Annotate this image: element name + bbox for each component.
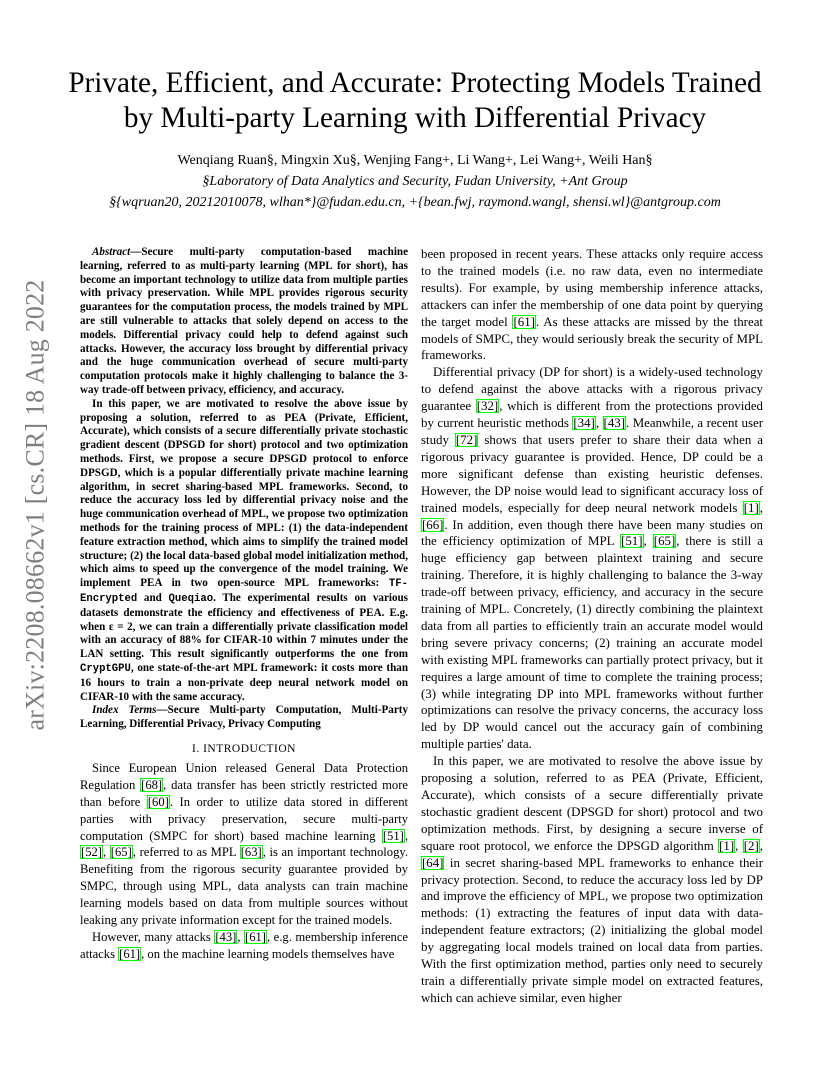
citation-link[interactable]: [52] [81, 845, 102, 860]
section-heading-introduction: I. INTRODUCTION [192, 742, 296, 755]
text-span: . In addition, even though there have been many studies on the efficiency optimization of MPL [421, 517, 763, 549]
text-span: , [237, 929, 245, 944]
text-span: , data transfer has been strictly restricted more than before [80, 777, 409, 809]
text-span: . Meanwhile, a recent user study [421, 416, 764, 447]
text-span: In this paper, we are motivated to resolve the above issue by proposing a solution, referred to as PEA (Private, Efficient, Accurate), which consists of a secure differentially private stochastic gradient descent (DPSGD for short) protocol and two optimization methods. First, by designing a secure inverse of square root protocol, we enforce the DPSGD algorithm [421, 754, 763, 853]
citation-link[interactable]: [72] [455, 432, 478, 447]
affiliation-line: §Laboratory of Data Analytics and Security, Fudan University, +Ant Group [202, 174, 628, 189]
citation-link[interactable]: [65] [110, 845, 132, 860]
text-span: , [595, 416, 603, 431]
citation-link[interactable]: [65] [653, 534, 676, 549]
text-span: , on the machine learning models themselves have [141, 946, 395, 961]
introduction-left-text [80, 760, 408, 963]
index-terms-label: Index Terms [92, 704, 157, 717]
arxiv-stamp [18, 280, 54, 730]
arxiv-identifier: arXiv:2208.08662v1 [cs.CR] 18 Aug 2022 [21, 279, 50, 731]
citation-link[interactable]: [66] [422, 517, 444, 532]
abstract-label: Abstract [92, 246, 131, 258]
text-span: , [759, 838, 763, 853]
text-span: , e.g. membership inference attacks [80, 929, 409, 961]
citation-link[interactable]: [43] [215, 929, 237, 944]
citation-link[interactable]: [2] [743, 838, 759, 853]
citation-link[interactable]: [32] [476, 399, 499, 414]
text-span: However, many attacks [92, 929, 215, 944]
abstract-paragraph-2b: . The experimental results on various datasets demonstrate the efficiency and effectiveness of PEA. E.g. when ε = 2, we can train a differentially private classification model with an accuracy of 88% for CIFAR-10 within 7 minutes under the LAN setting. This result significantly outperforms the one from [80, 591, 409, 661]
text-span: , [102, 845, 110, 860]
emails-line: §{wqruan20, 20212010078, wlhan*}@fudan.edu.cn, +{bean.fwj, raymond.wangl, shensi.wl}@antgroup.com [109, 195, 721, 210]
left-column [80, 246, 408, 963]
index-terms: —Secure Multi-party Computation, Multi-Party Learning, Differential Privacy, Privacy Computing [80, 704, 409, 731]
citation-link[interactable]: [64] [422, 855, 444, 870]
citation-link[interactable]: [51] [382, 828, 404, 843]
citation-link[interactable]: [1] [743, 500, 759, 515]
abstract-paragraph-2c: , one state-of-the-art MPL framework: it costs more than 16 hours to train a non-private deep neural network model on CIFAR-10 with the same accuracy. [80, 661, 408, 703]
text-span: . In order to utilize data stored in different parties with privacy preservation, secure multi-party computation (SMPC for short) based machine learning [80, 794, 409, 843]
abstract-and: and [137, 591, 169, 604]
text-span: . As these attacks are missed by the threat models of SMPC, they would seriously break the security of MPL frameworks. [421, 314, 764, 363]
citation-link[interactable]: [61] [245, 929, 266, 944]
author-block [60, 150, 770, 213]
tf-encrypted-name: TF-Encrypted [80, 578, 408, 605]
citation-link[interactable]: [68] [141, 777, 163, 792]
text-span: in secret sharing-based MPL frameworks to enhance their privacy protection. Second, to reduce the accuracy loss led by DP and improve the efficiency of MPL, we propose two optimization methods: (1) extracting the features of input data with data-independent feature extractors; (2) initializing the global model by aggregating local models trained on local data from parties. With the first optimization method, parties only need to securely train a differentially private simple model on extracted features, which can achieve similar, even higher [421, 855, 763, 1005]
text-span: , [759, 500, 763, 515]
citation-link[interactable]: [34] [573, 416, 595, 431]
text-span: , there is still a huge efficiency gap between plaintext training and secure training. Therefore, it is highly challenging to balance the 3-way trade-off between privacy, efficiency, and accuracy in the secure training of MPL. Concretely, (1) directly combining the plaintext data from all parties to efficiently train an accurate model would bring severe privacy concerns; (2) training an accurate model with existing MPL frameworks can partially protect privacy, but it requires a large amount of time to complete the training process; (3) while integrating DP into MPL frameworks without further optimizations can resolve the privacy concerns, the accuracy loss led by DP would cancel out the accuracy gain of combining multiple parties' data. [421, 534, 763, 752]
abstract [80, 246, 408, 732]
citation-link[interactable]: [51] [621, 534, 643, 549]
text-span: shows that users prefer to share their data when a rigorous privacy guarantee is provided. Hence, DP could be a more significant defense than existing heuristic defenses. However, the DP noise would lead to significant accuracy loss of trained models, especially for deep neural network models [421, 432, 763, 515]
text-span: , is an important technology. Benefiting from the rigorous security guarantee provided by SMPC, through using MPL, data analysts can train machine learning models based on data from multiple sources without leaking any private information except for the trained models. [80, 845, 408, 928]
text-span: Since European Union released General Data Protection Regulation [80, 760, 408, 792]
text-span: , referred to as MPL [132, 845, 240, 860]
text-span: , [735, 838, 743, 853]
text-span: , which is different from the protections provided by current heuristic methods [421, 399, 763, 431]
citation-link[interactable]: [43] [603, 416, 626, 431]
abstract-paragraph-1: —Secure multi-party computation-based machine learning, referred to as multi-party learning (MPL for short), has become an important technology to utilize data from multiple parties with privacy preservation. While MPL provides rigorous security guarantees for the computation process, the models trained by MPL are still vulnerable to attacks that solely depend on access to the models. Differential privacy could help to defend against such attacks. However, the accuracy loss brought by differential privacy and the huge communication overhead of secure multi-party computation protocols make it highly challenging to balance the 3-way trade-off between privacy, efficiency, and accuracy. [80, 246, 408, 396]
cryptgpu-name: CryptGPU [80, 662, 131, 675]
text-span: , [643, 534, 653, 549]
citation-link[interactable]: [60] [147, 794, 169, 809]
text-span: been proposed in recent years. These attacks only require access to the trained models (i.e. no raw data, even no intermediate results). For example, by using membership inference attacks, attackers can infer the membership of one data point by querying the target model [421, 247, 763, 329]
authors-line: Wenqiang Ruan§, Mingxin Xu§, Wenjing Fang+, Li Wang+, Lei Wang+, Weili Han§ [177, 153, 653, 168]
abstract-paragraph-2a: In this paper, we are motivated to resolve the above issue by proposing a solution, referred to as PEA (Private, Efficient, Accurate), which consists of a secure differentially private stochastic gradient descent (DPSGD for short) protocol and two optimization methods. First, we propose a secure DPSGD protocol to enforce DPSGD, which is a popular differentially private machine learning algorithm, in secret sharing-based MPL frameworks. Second, to reduce the accuracy loss led by differential privacy noise and the huge communication overhead of MPL, we propose two optimization methods for the training process of MPL: (1) the data-independent feature extraction method, which aims to simplify the trained model structure; (2) the local data-based global model initialization method, which aims to speed up the convergence of the model training. We implement PEA in two open-source MPL frameworks: [80, 397, 408, 590]
text-span: , [404, 828, 408, 843]
queqiao-name: Queqiao [168, 592, 214, 605]
citation-link[interactable]: [61] [513, 314, 535, 329]
text-span: Differential privacy (DP for short) is a widely-used technology to defend against the above attacks with a rigorous privacy guarantee [421, 365, 763, 414]
citation-link[interactable]: [1] [719, 838, 735, 853]
paper-title: Private, Efficient, and Accurate: Protecting Models Trained by Multi-party Learning with Differential Privacy [68, 67, 762, 134]
citation-link[interactable]: [63] [240, 845, 262, 860]
citation-link[interactable]: [61] [119, 946, 141, 961]
right-column [421, 246, 763, 1007]
